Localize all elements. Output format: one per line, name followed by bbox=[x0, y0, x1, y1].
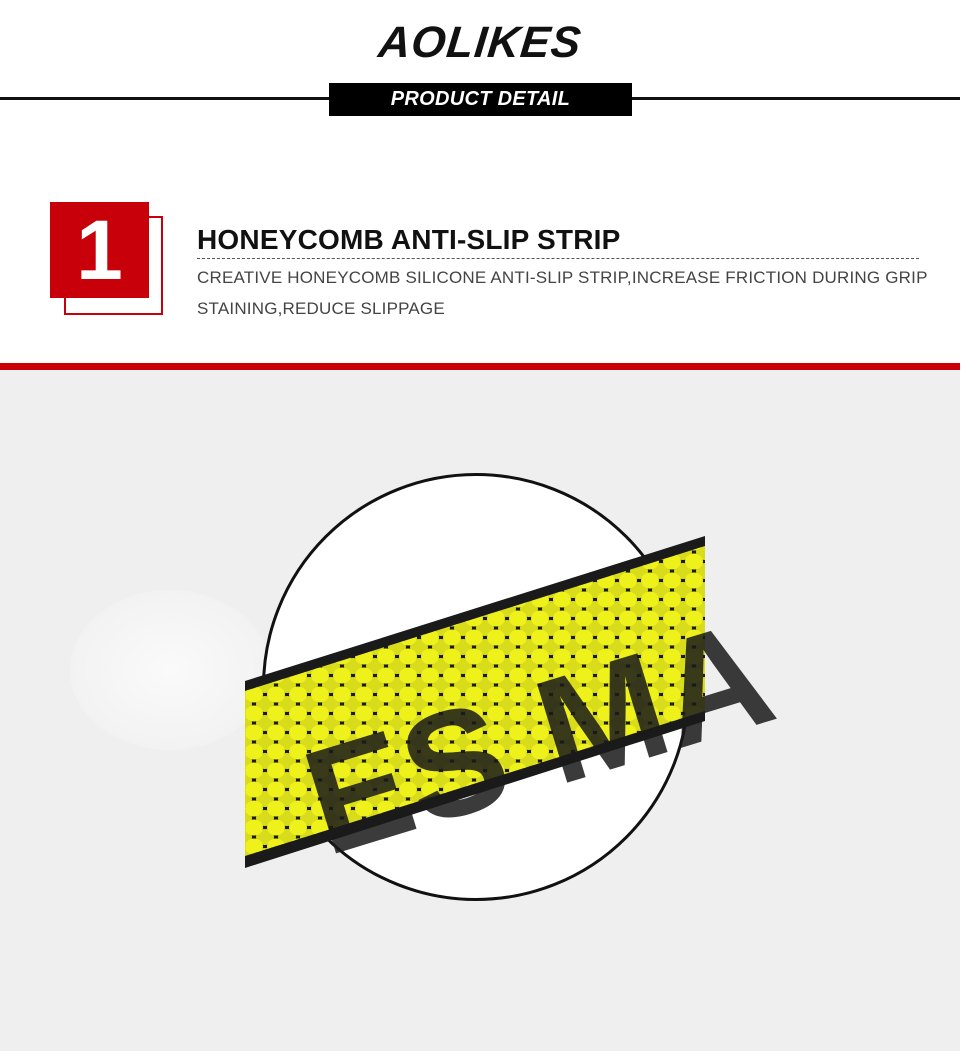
number-badge: 1 bbox=[50, 202, 149, 298]
feature-description: CREATIVE HONEYCOMB SILICONE ANTI-SLIP STRIP,INCREASE FRICTION DURING GRIP STAINING,REDUCE SLIPPAGE bbox=[197, 268, 928, 318]
section-label: PRODUCT DETAIL bbox=[329, 83, 632, 116]
strap-printed-text: ES MA bbox=[286, 587, 791, 887]
brand-logo: AOLIKES bbox=[376, 18, 584, 67]
background-glow bbox=[70, 590, 270, 750]
honeycomb-strap-illustration bbox=[265, 476, 791, 904]
red-divider-band bbox=[0, 363, 960, 370]
dashed-divider bbox=[197, 258, 919, 259]
feature-title: HONEYCOMB ANTI-SLIP STRIP bbox=[197, 224, 621, 255]
zoom-magnifier-circle bbox=[262, 473, 791, 901]
